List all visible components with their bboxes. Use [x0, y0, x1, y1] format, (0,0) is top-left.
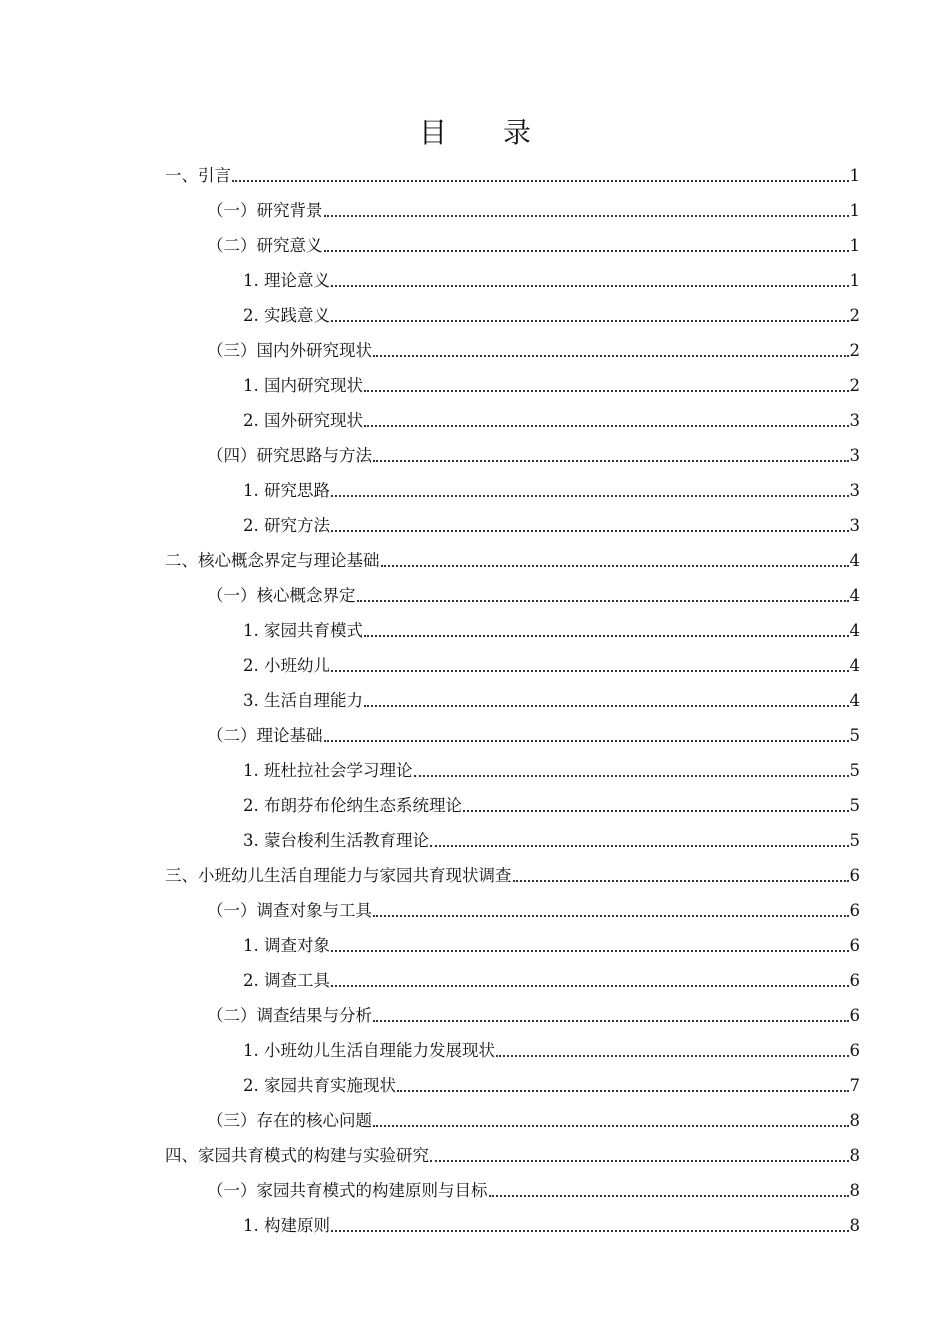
toc-entry[interactable] [243, 647, 860, 677]
toc-entry[interactable] [207, 192, 860, 222]
toc-entry-page-number: 8 [849, 1181, 860, 1200]
toc-entry[interactable] [243, 787, 860, 817]
toc-dot-leader [331, 985, 849, 987]
toc-entry-label: 3. 生活自理能力 [243, 691, 363, 710]
toc-entry-label: 1. 班杜拉社会学习理论 [243, 761, 413, 780]
toc-entry[interactable] [243, 367, 860, 397]
toc-entry[interactable] [243, 472, 860, 502]
toc-dot-leader [357, 600, 849, 602]
toc-dot-leader [331, 530, 849, 532]
toc-entry-label: （一）研究背景 [207, 201, 323, 220]
toc-entry[interactable] [165, 157, 860, 187]
toc-entry[interactable] [243, 262, 860, 292]
toc-dot-leader [496, 1055, 849, 1057]
toc-entry[interactable] [243, 1032, 860, 1062]
toc-entry-label: 1. 小班幼儿生活自理能力发展现状 [243, 1041, 495, 1060]
toc-entry[interactable] [207, 437, 860, 467]
toc-entry-label: （三）存在的核心问题 [207, 1111, 372, 1130]
toc-entry-page-number: 5 [849, 726, 860, 745]
toc-entry-page-number: 1 [849, 271, 860, 290]
toc-title-char-2: 录 [503, 116, 532, 149]
toc-entry[interactable] [207, 227, 860, 257]
toc-entry-label: （三）国内外研究现状 [207, 341, 372, 360]
toc-entry[interactable] [243, 822, 860, 852]
toc-entry-label: 一、引言 [165, 166, 231, 185]
toc-dot-leader [364, 390, 849, 392]
toc-entry[interactable] [207, 1172, 860, 1202]
toc-dot-leader [373, 460, 849, 462]
toc-entry[interactable] [207, 332, 860, 362]
toc-entry[interactable] [243, 752, 860, 782]
toc-dot-leader [463, 810, 849, 812]
toc-entry-page-number: 1 [849, 166, 860, 185]
toc-entry-label: 1. 理论意义 [243, 271, 330, 290]
toc-entry-label: 2. 研究方法 [243, 516, 330, 535]
toc-dot-leader [364, 425, 849, 427]
toc-entry-label: 二、核心概念界定与理论基础 [165, 551, 380, 570]
toc-dot-leader [397, 1090, 849, 1092]
toc-entry-page-number: 5 [849, 831, 860, 850]
toc-dot-leader [324, 215, 849, 217]
toc-entry-label: （二）研究意义 [207, 236, 323, 255]
toc-dot-leader [414, 775, 849, 777]
toc-entry-page-number: 3 [849, 446, 860, 465]
toc-entry-page-number: 6 [849, 866, 860, 885]
toc-entry-label: 2. 布朗芬布伦纳生态系统理论 [243, 796, 462, 815]
toc-entry[interactable] [243, 402, 860, 432]
toc-dot-leader [373, 915, 849, 917]
toc-entry[interactable] [243, 682, 860, 712]
toc-entry[interactable] [165, 542, 860, 572]
toc-dot-leader [331, 285, 849, 287]
toc-entry-page-number: 5 [849, 796, 860, 815]
toc-entry-label: （二）调查结果与分析 [207, 1006, 372, 1025]
toc-entry[interactable] [243, 1207, 860, 1237]
toc-entry-page-number: 6 [849, 1006, 860, 1025]
toc-entry[interactable] [243, 962, 860, 992]
toc-dot-leader [331, 1230, 849, 1232]
toc-entry[interactable] [243, 612, 860, 642]
toc-entry-label: 2. 实践意义 [243, 306, 330, 325]
toc-entry[interactable] [243, 297, 860, 327]
toc-entry[interactable] [207, 717, 860, 747]
toc-dot-leader [324, 250, 849, 252]
toc-entry-label: （二）理论基础 [207, 726, 323, 745]
toc-dot-leader [232, 180, 849, 182]
toc-entry-label: （四）研究思路与方法 [207, 446, 372, 465]
toc-entry-page-number: 3 [849, 411, 860, 430]
toc-entry-page-number: 7 [849, 1076, 860, 1095]
toc-entry-page-number: 3 [849, 516, 860, 535]
toc-entry-label: 2. 国外研究现状 [243, 411, 363, 430]
toc-entry-label: （一）核心概念界定 [207, 586, 356, 605]
toc-dot-leader [364, 635, 849, 637]
toc-entry-page-number: 1 [849, 201, 860, 220]
toc-entry-page-number: 8 [849, 1111, 860, 1130]
toc-dot-leader [373, 1020, 849, 1022]
toc-entry-label: 1. 调查对象 [243, 936, 330, 955]
toc-entry-page-number: 8 [849, 1216, 860, 1235]
toc-entry-page-number: 2 [849, 376, 860, 395]
toc-entry[interactable] [165, 857, 860, 887]
toc-dot-leader [324, 740, 849, 742]
toc-entry-label: 1. 家园共育模式 [243, 621, 363, 640]
toc-dot-leader [331, 495, 849, 497]
toc-entry-page-number: 4 [849, 551, 860, 570]
toc-entry[interactable] [207, 577, 860, 607]
toc-entry-page-number: 4 [849, 691, 860, 710]
toc-dot-leader [430, 845, 849, 847]
toc-title [0, 113, 950, 153]
toc-dot-leader [364, 705, 849, 707]
toc-dot-leader [489, 1195, 849, 1197]
toc-entry[interactable] [243, 1067, 860, 1097]
toc-entry-page-number: 3 [849, 481, 860, 500]
toc-entry-page-number: 6 [849, 1041, 860, 1060]
toc-entry[interactable] [207, 892, 860, 922]
toc-dot-leader [331, 950, 849, 952]
toc-entry[interactable] [243, 927, 860, 957]
toc-entry-label: 2. 小班幼儿 [243, 656, 330, 675]
toc-entry[interactable] [165, 1137, 860, 1167]
toc-entry-page-number: 4 [849, 656, 860, 675]
toc-entry-label: 三、小班幼儿生活自理能力与家园共育现状调查 [165, 866, 512, 885]
toc-entry-label: 2. 调查工具 [243, 971, 330, 990]
toc-entry-page-number: 4 [849, 621, 860, 640]
toc-entry-label: 1. 构建原则 [243, 1216, 330, 1235]
toc-title-char-1: 目 [418, 116, 447, 149]
toc-dot-leader [373, 355, 849, 357]
toc-entry-page-number: 5 [849, 761, 860, 780]
toc-dot-leader [373, 1125, 849, 1127]
toc-entry-page-number: 1 [849, 236, 860, 255]
toc-entry-page-number: 2 [849, 306, 860, 325]
toc-dot-leader [513, 880, 849, 882]
toc-dot-leader [331, 320, 849, 322]
toc-entry-page-number: 2 [849, 341, 860, 360]
toc-entry-label: 1. 国内研究现状 [243, 376, 363, 395]
toc-entry-page-number: 8 [849, 1146, 860, 1165]
toc-entry[interactable] [243, 507, 860, 537]
toc-entry-label: （一）调查对象与工具 [207, 901, 372, 920]
toc-entry-label: 2. 家园共育实施现状 [243, 1076, 396, 1095]
toc-entry-page-number: 4 [849, 586, 860, 605]
toc-dot-leader [430, 1160, 849, 1162]
toc-entry-label: 四、家园共育模式的构建与实验研究 [165, 1146, 429, 1165]
toc-entry-label: 1. 研究思路 [243, 481, 330, 500]
toc-dot-leader [331, 670, 849, 672]
toc-entry[interactable] [207, 1102, 860, 1132]
toc-entry-page-number: 6 [849, 901, 860, 920]
toc-entry-label: 3. 蒙台梭利生活教育理论 [243, 831, 429, 850]
toc-entry-page-number: 6 [849, 971, 860, 990]
toc-dot-leader [381, 565, 849, 567]
toc-entry-label: （一）家园共育模式的构建原则与目标 [207, 1181, 488, 1200]
toc-entry-page-number: 6 [849, 936, 860, 955]
toc-entry[interactable] [207, 997, 860, 1027]
